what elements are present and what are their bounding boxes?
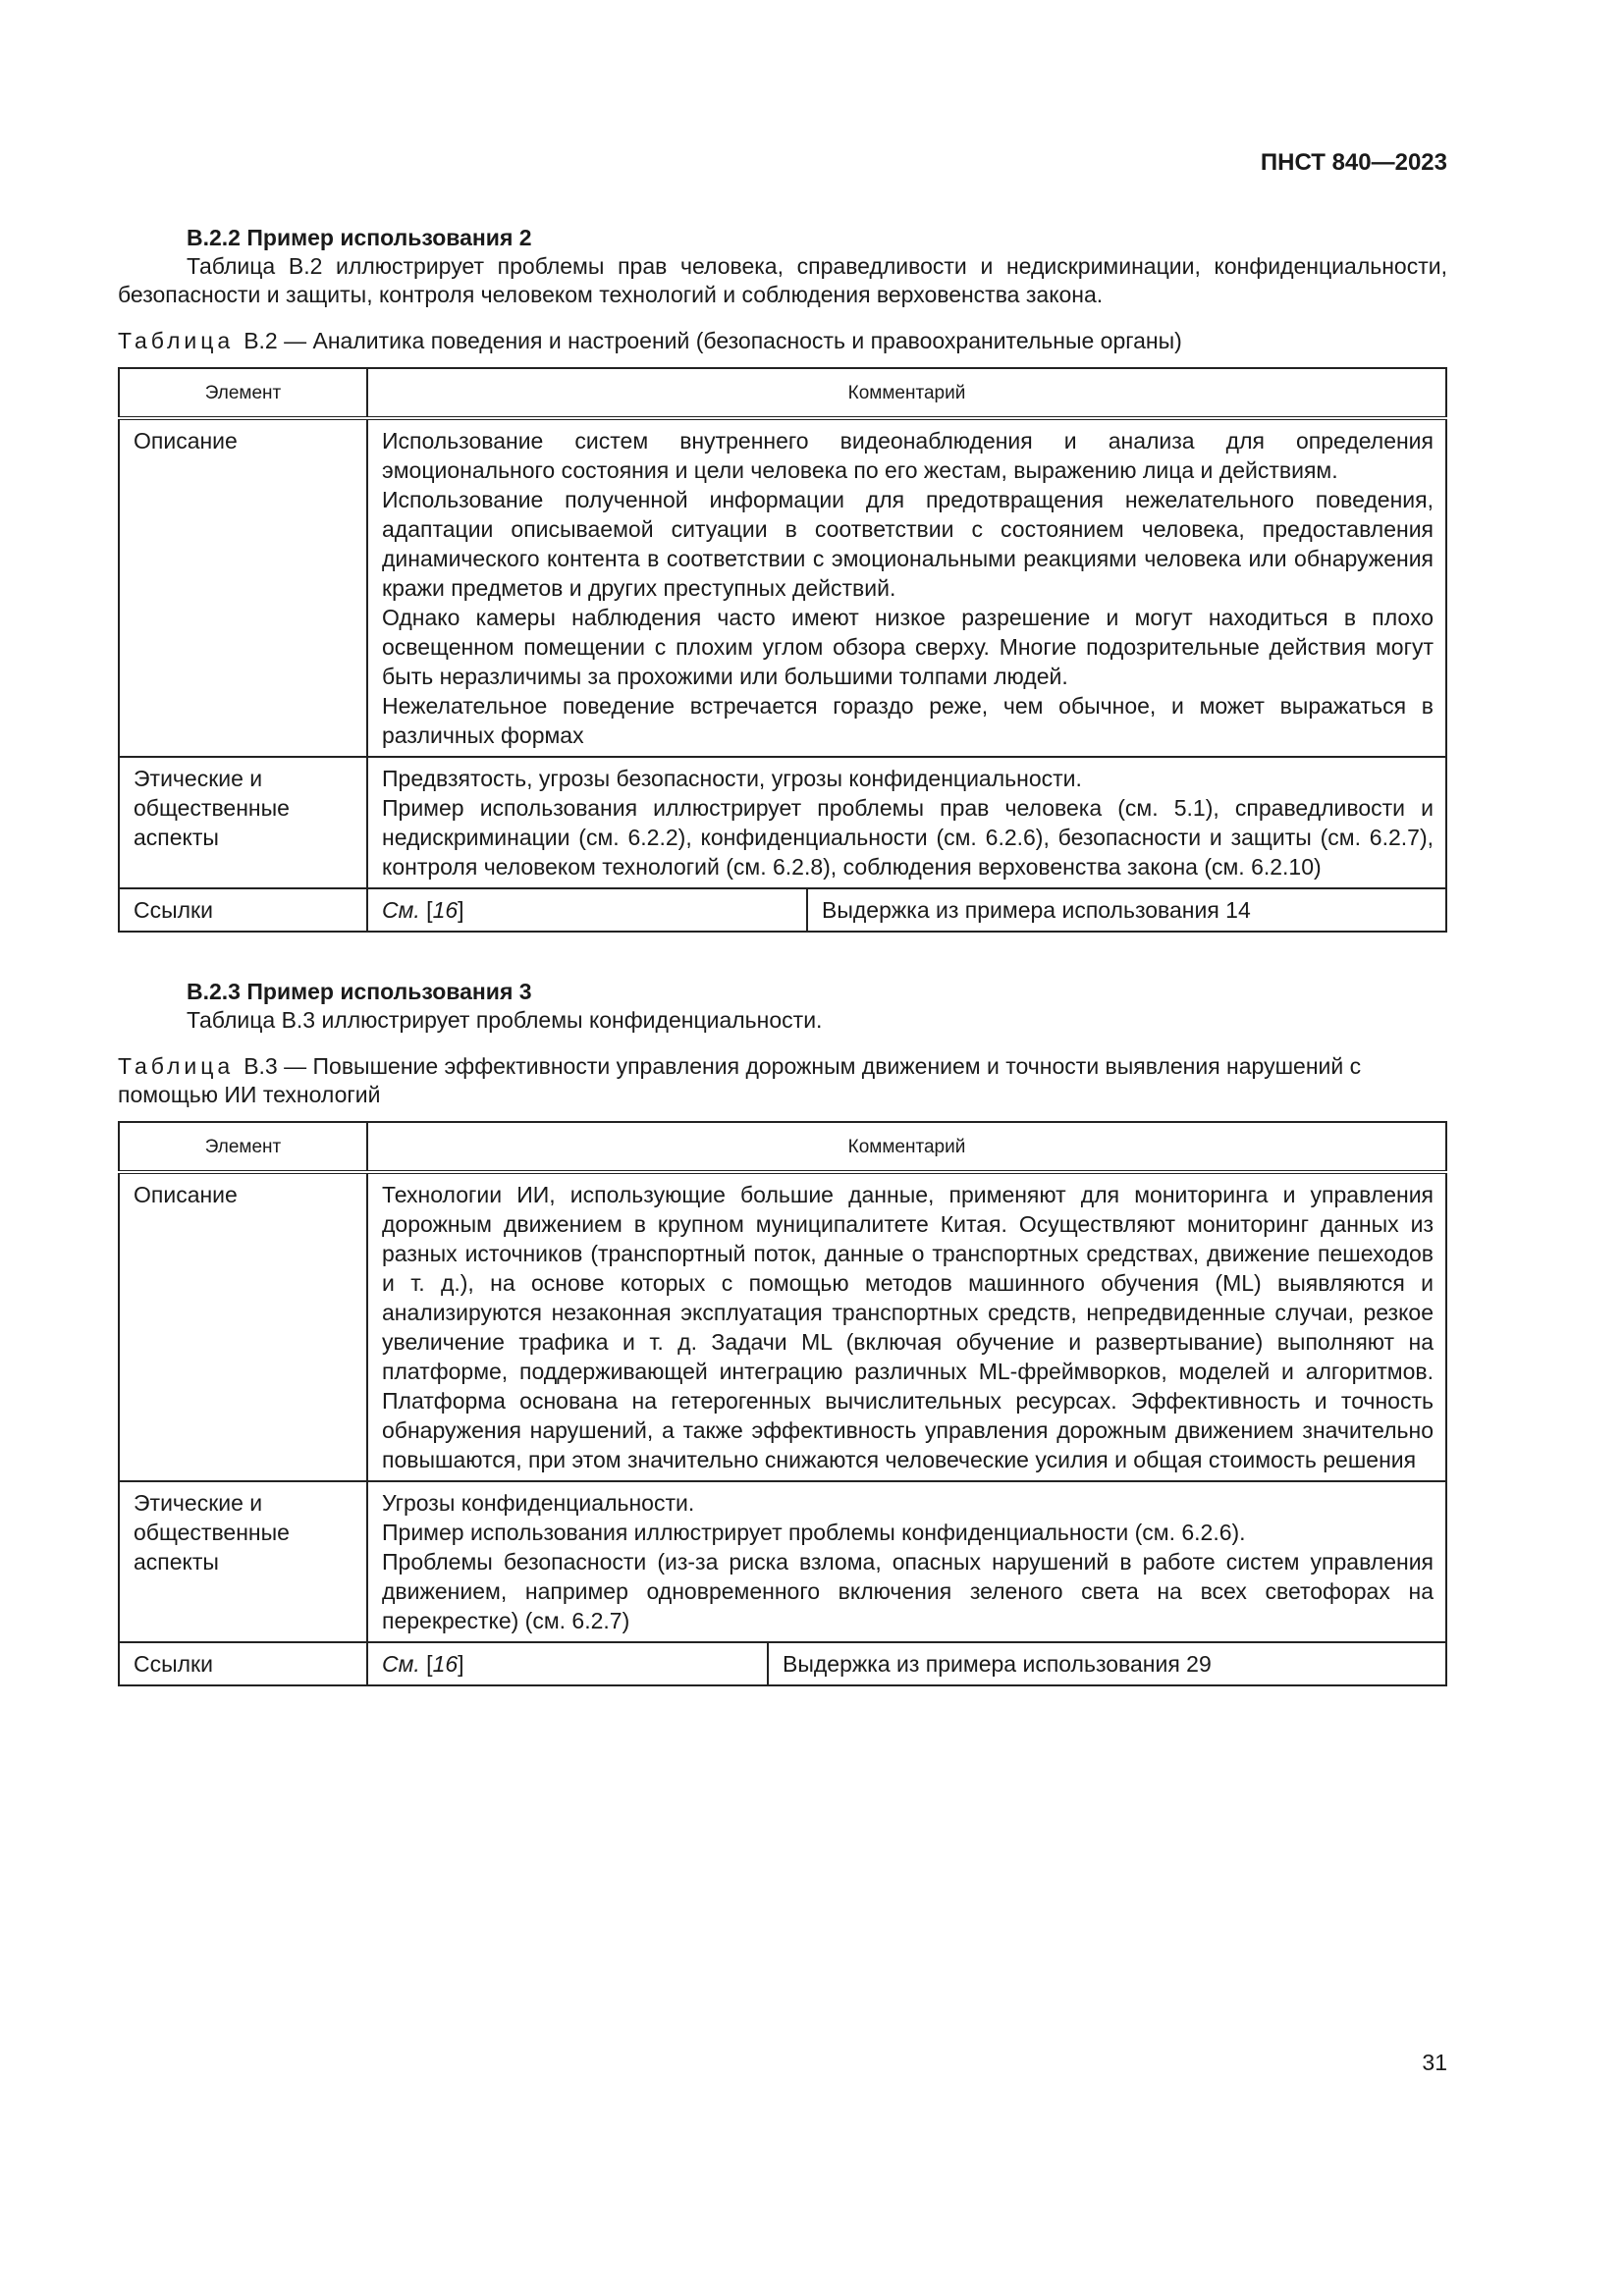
section-title-b22: B.2.2 Пример использования 2 xyxy=(187,225,532,250)
section-intro-b22: Таблица B.2 иллюстрирует проблемы прав человека, справедливости и недискриминации, конфиденциальности, безопасности и защиты, контроля человеком технологий и соблюдения верховенства закона. xyxy=(118,253,1447,307)
table-header-row xyxy=(119,1122,1446,1172)
section-title-b23: B.2.3 Пример использования 3 xyxy=(187,979,532,1004)
caption-text: — Аналитика поведения и настроений (безопасность и правоохранительные органы) xyxy=(284,328,1182,353)
description-paragraph: Использование систем внутреннего видеонаблюдения и анализа для определения эмоционального состояния и цели человека по его жестам, выражению лица и действиям. xyxy=(382,428,1434,483)
reference-note: Выдержка из примера использования 14 xyxy=(807,888,1446,932)
table-row-ethics xyxy=(119,1481,1446,1642)
page-number: 31 xyxy=(1422,2050,1447,2075)
reference-source: См. [16] xyxy=(367,888,807,932)
reference-see: См. xyxy=(382,1651,420,1677)
table-row-refs xyxy=(119,1642,1446,1685)
reference-number: 16 xyxy=(432,897,459,923)
description-paragraph: Технологии ИИ, использующие большие данные, применяют для мониторинга и управления дорожным движением в крупном муниципалитете Китая. Осуществляют мониторинг данных из разных источников (транспортный поток, данные о транспортных средствах, движение пешеходов и т. д.), на основе которых с помощью методов машинного обучения (ML) выявляются и анализируются незаконная эксплуатация транспортных средств, непредвиденные случаи, резкое увеличение трафика и т. д. Задачи ML (включая обучение и развертывание) выполняют на платформе, поддерживающей интеграцию различных ML-фреймворков, моделей и алгоритмов. Платформа основана на гетерогенных вычислительных ресурсах. Эффективность и точность обнаружения нарушений, а также эффективность управления дорожным движением значительно повышаются, при этом значительно снижаются человеческие усилия и общая стоимость решения xyxy=(382,1182,1434,1472)
table-b2 xyxy=(118,367,1447,933)
reference-number: 16 xyxy=(432,1651,459,1677)
reference-source: См. [16] xyxy=(367,1642,768,1685)
row-label-refs: Ссылки xyxy=(119,1642,367,1685)
page-content xyxy=(118,224,1447,1686)
row-label-description: Описание xyxy=(119,1172,367,1481)
column-header-element: Элемент xyxy=(119,1122,367,1172)
row-label-refs: Ссылки xyxy=(119,888,367,932)
row-label-description: Описание xyxy=(119,418,367,757)
description-paragraph: Нежелательное поведение встречается гораздо реже, чем обычное, и может выражаться в различных формах xyxy=(382,693,1434,748)
table-row-refs xyxy=(119,888,1446,932)
table-caption-b3 xyxy=(118,1052,1447,1109)
caption-label: Таблица xyxy=(118,1053,235,1079)
ethics-paragraph: Пример использования иллюстрирует проблемы прав человека (см. 5.1), справедливости и недискриминации (см. 6.2.2), конфиденциальности (см. 6.2.6), безопасности и защиты (см. 6.2.7), контроля человеком технологий (см. 6.2.8), соблюдения верховенства закона (см. 6.2.10) xyxy=(382,795,1434,880)
table-row-description xyxy=(119,418,1446,757)
row-value-description xyxy=(367,1172,1446,1481)
column-header-element: Элемент xyxy=(119,368,367,418)
row-value-ethics xyxy=(367,1481,1446,1642)
ethics-paragraph: Проблемы безопасности (из-за риска взлома, опасных нарушений в работе систем управления движением, например одновременного включения зеленого света на всех светофорах на перекрестке) (см. 6.2.7) xyxy=(382,1549,1434,1633)
table-header-row xyxy=(119,368,1446,418)
table-caption-b2 xyxy=(118,327,1447,355)
reference-note: Выдержка из примера использования 29 xyxy=(768,1642,1446,1685)
ethics-paragraph: Угрозы конфиденциальности. xyxy=(382,1490,695,1516)
caption-number: B.3 xyxy=(244,1053,278,1079)
document-id: ПНСТ 840—2023 xyxy=(1260,149,1447,176)
row-label-ethics: Этические и общественные аспекты xyxy=(119,1481,367,1642)
table-row-description xyxy=(119,1172,1446,1481)
description-paragraph: Использование полученной информации для предотвращения нежелательного поведения, адаптации описываемой ситуации в соответствии с состоянием человека, предоставления динамического контента в соответствии с эмоциональными реакциями человека или обнаружения кражи предметов и других преступных действий. xyxy=(382,487,1434,601)
column-header-comment: Комментарий xyxy=(367,368,1446,418)
column-header-comment: Комментарий xyxy=(367,1122,1446,1172)
reference-see: См. xyxy=(382,897,420,923)
table-row-ethics xyxy=(119,757,1446,888)
caption-label: Таблица xyxy=(118,328,235,353)
caption-number: B.2 xyxy=(244,328,278,353)
ethics-paragraph: Предвзятость, угрозы безопасности, угрозы конфиденциальности. xyxy=(382,766,1082,791)
table-b3 xyxy=(118,1121,1447,1686)
row-value-ethics xyxy=(367,757,1446,888)
row-value-description xyxy=(367,418,1446,757)
row-label-ethics: Этические и общественные аспекты xyxy=(119,757,367,888)
section-intro-b23: Таблица B.3 иллюстрирует проблемы конфиденциальности. xyxy=(187,1007,823,1033)
caption-text: — Повышение эффективности управления дорожным движением и точности выявления нарушений с помощью ИИ технологий xyxy=(118,1053,1362,1107)
description-paragraph: Однако камеры наблюдения часто имеют низкое разрешение и могут находиться в плохо освещенном помещении с плохим углом обзора сверху. Многие подозрительные действия могут быть неразличимы за прохожими или большими толпами людей. xyxy=(382,605,1434,689)
ethics-paragraph: Пример использования иллюстрирует проблемы конфиденциальности (см. 6.2.6). xyxy=(382,1520,1246,1545)
